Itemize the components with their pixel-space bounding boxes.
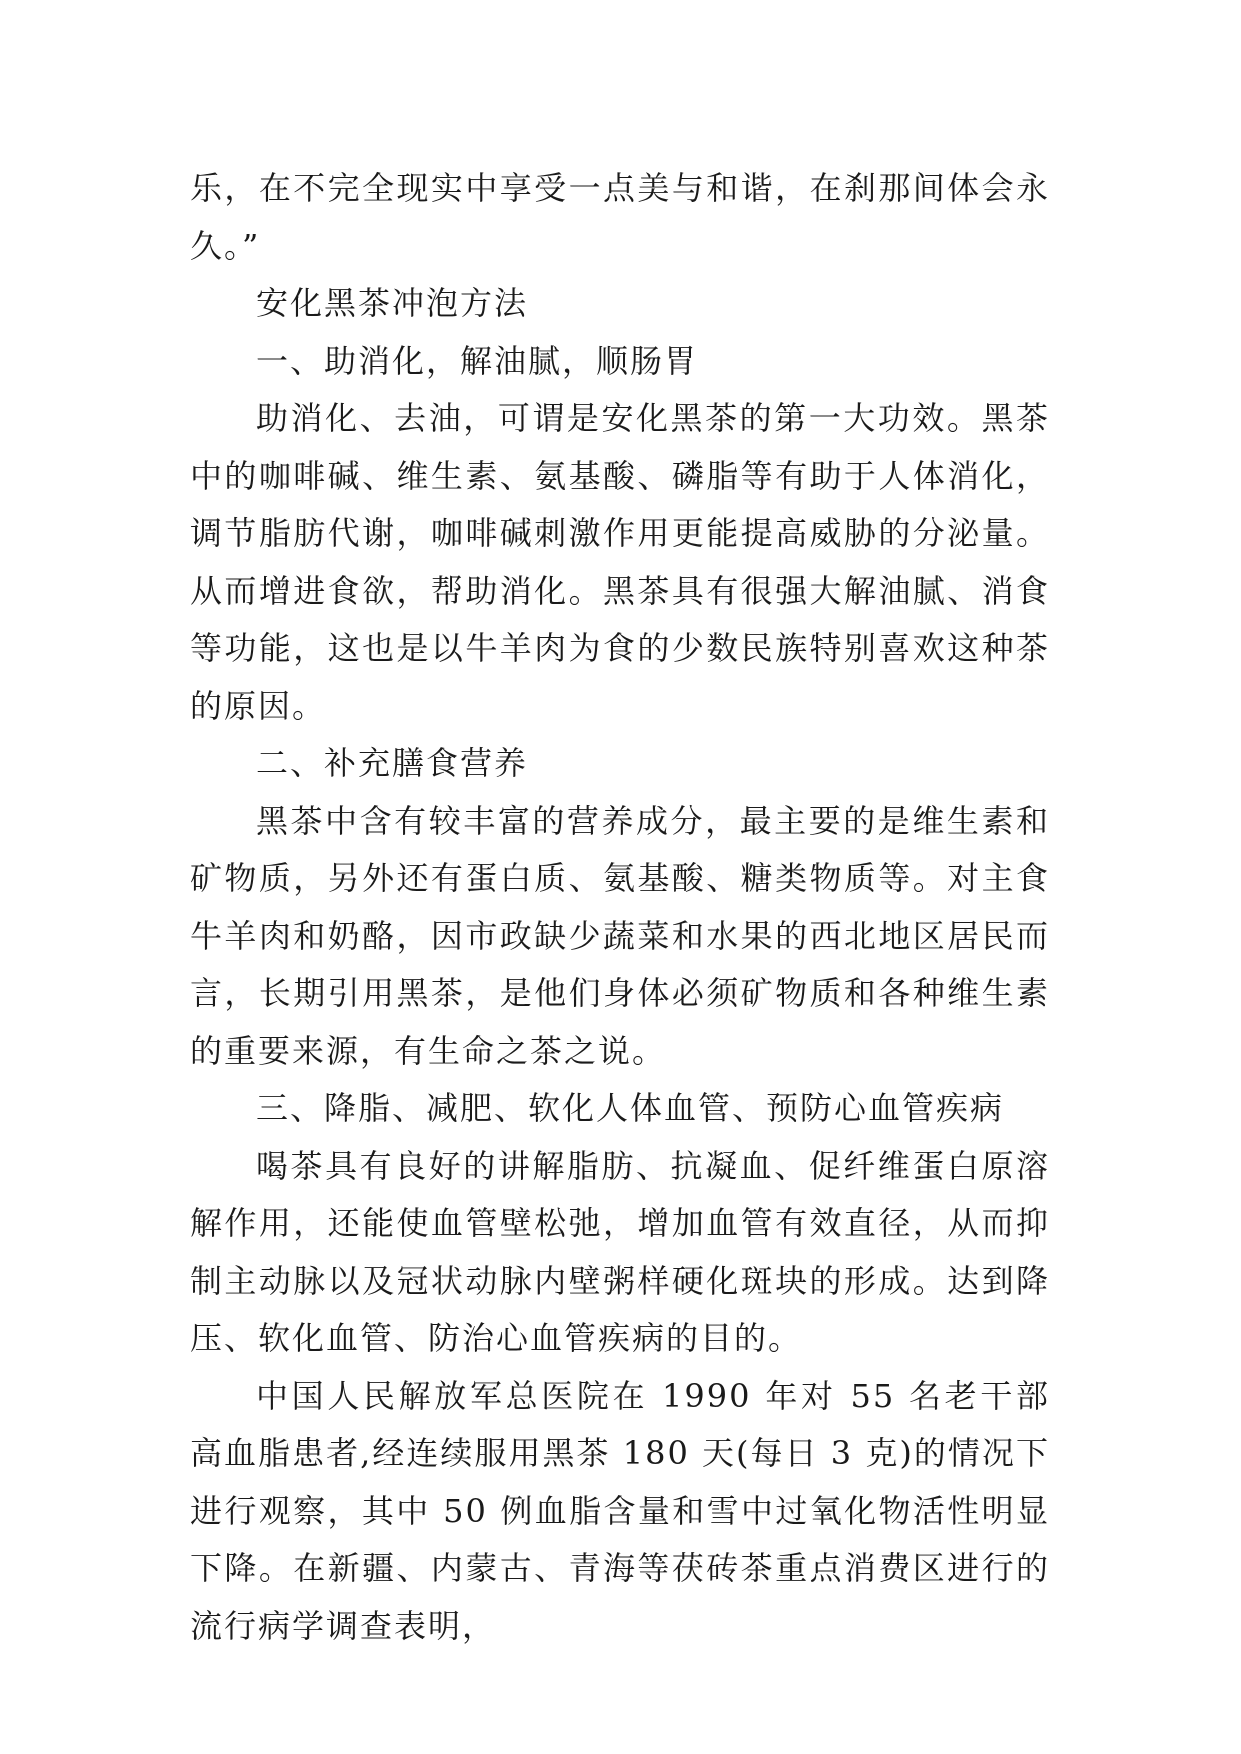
heading-cardiovascular: 三、降脂、减肥、软化人体血管、预防心血管疾病 [256, 1089, 1005, 1127]
document-body [190, 160, 1050, 1655]
section-title-brewing-method: 安化黑茶冲泡方法 [256, 284, 529, 322]
paragraph-nutrition: 黑茶中含有较丰富的营养成分，最主要的是维生素和矿物质，另外还有蛋白质、氨基酸、糖类物质等。对主食牛羊肉和奶酪，因市政缺少蔬菜和水果的西北地区居民而言，长期引用黑茶，是他们身体必须矿物质和各种维生素的重要来源，有生命之茶之说。 [190, 801, 1050, 1070]
paragraph-continuation: 乐，在不完全现实中享受一点美与和谐，在刹那间体会永久。” [190, 169, 1050, 265]
paragraph-digestion: 助消化、去油，可谓是安化黑茶的第一大功效。黑茶中的咖啡碱、维生素、氨基酸、磷脂等有助于人体消化，调节脂肪代谢，咖啡碱刺激作用更能提高威胁的分泌量。从而增进食欲，帮助消化。黑茶具有很强大解油腻、消食等功能，这也是以牛羊肉为食的少数民族特别喜欢这种茶的原因。 [190, 399, 1050, 725]
paragraph-cardiovascular: 喝茶具有良好的讲解脂肪、抗凝血、促纤维蛋白原溶解作用，还能使血管壁松弛，增加血管有效直径，从而抑制主动脉以及冠状动脉内壁粥样硬化斑块的形成。达到降压、软化血管、防治心血管疾病的目的。 [190, 1146, 1050, 1357]
heading-nutrition: 二、补充膳食营养 [256, 744, 529, 782]
heading-digestion: 一、助消化，解油腻，顺肠胃 [256, 341, 699, 380]
paragraph-clinical-study: 中国人民解放军总医院在 1990 年对 55 名老干部高血脂患者,经连续服用黑茶 180 天(每日 3 克)的情况下进行观察，其中 50 例血脂含量和雪中过氧化物活性明显下降。在新疆、内蒙古、青海等茯砖茶重点消费区进行的流行病学调查表明， [190, 1376, 1050, 1645]
